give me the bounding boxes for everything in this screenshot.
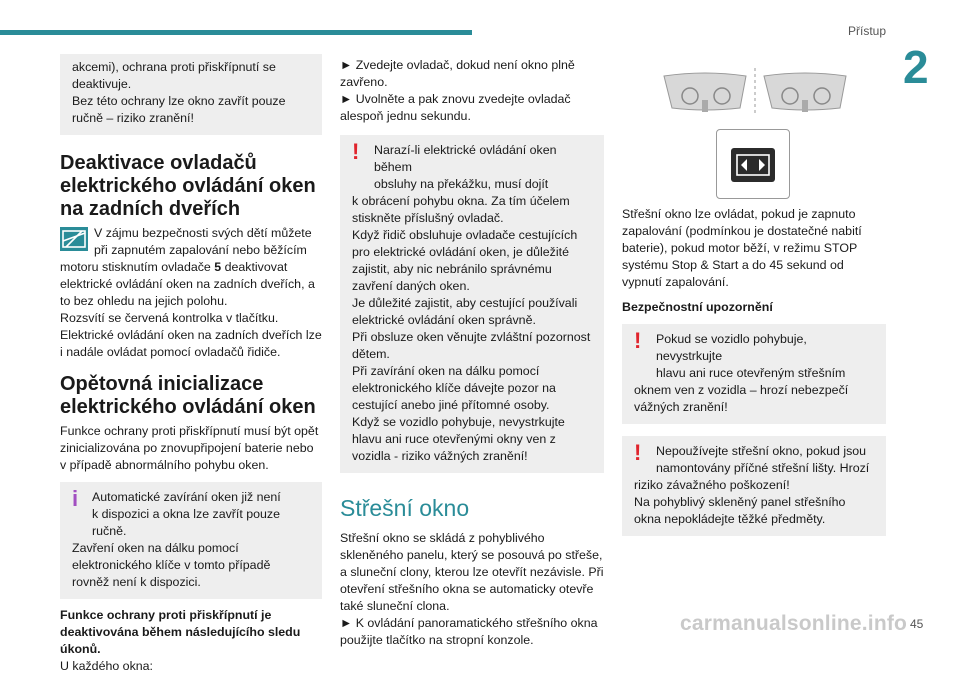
window-lock-icon — [60, 227, 88, 251]
warning-text: namontovány příčné střešní lišty. Hrozí — [656, 461, 870, 475]
info-text: Zavření oken na dálku pomocí elektronického klíče v tomto případě rovněž není k dispozici. — [72, 541, 271, 589]
reinit-paragraph: Funkce ochrany proti přiskřípnutí musí být opět zinicializována po znovupřipojení baterie nebo v případě abnormálního pohybu oken. — [60, 424, 319, 472]
box-text: akcemi), ochrana proti přiskřípnutí se deaktivuje. — [72, 60, 276, 91]
text-line: Rozsvítí se červená kontrolka v tlačítku. — [60, 311, 279, 325]
warning-box — [622, 324, 886, 424]
warning-text: Na pohyblivý skleněný panel střešního okna nepokládejte těžké předměty. — [634, 495, 846, 526]
sunroof-button-illustration — [716, 129, 790, 199]
column-right — [622, 206, 886, 536]
info-box — [60, 482, 322, 599]
warning-text: Pokud se vozidlo pohybuje, nevystrkujte — [656, 332, 807, 363]
sunroof-button-icon — [717, 130, 789, 198]
warning-text: Při obsluze oken věnujte zvláštní pozornost dětem. — [352, 330, 591, 361]
step-text: ► Uvolněte a pak znovu zvedejte ovladač alespoň jednu sekundu. — [340, 92, 571, 123]
bold-note: Funkce ochrany proti přiskřípnutí je deaktivována během následujícího sledu úkonů. — [60, 608, 301, 656]
warning-text: Narazí-li elektrické ovládání oken během — [374, 143, 557, 174]
warning-text: Nepoužívejte střešní okno, pokud jsou — [656, 444, 867, 458]
warning-box — [622, 436, 886, 536]
warning-text: riziko závažného poškození! — [634, 478, 790, 492]
sunroof-paragraph: Střešní okno se skládá z pohyblivého skleněného panelu, který se posouvá po střeše, a sluneční clony, kterou lze otevřít nezávisle. Při otevření střešního okna se automaticky otevře také sluneční clona. — [340, 531, 604, 613]
page-number: 45 — [910, 617, 924, 631]
roof-console-icon — [660, 66, 850, 116]
deactivation-paragraph — [60, 225, 322, 361]
heading-sunroof: Střešní okno — [340, 495, 470, 521]
each-window-text: U každého okna: — [60, 659, 153, 673]
warning-text: obsluhy na překážku, musí dojít — [374, 177, 549, 191]
warning-text: Při zavírání oken na dálku pomocí elektronického klíče dávejte pozor na cestující anebo jiné přítomné osoby. — [352, 364, 556, 412]
warning-icon: ! — [352, 139, 360, 164]
warning-text: Když se vozidlo pohybuje, nevystrkujte hlavu ani ruce otevřenými okny ven z vozidla - riziko vážných zranění! — [352, 415, 565, 463]
continued-warning-box — [60, 54, 322, 135]
watermark: carmanualsonline.info — [680, 612, 908, 635]
heading-deactivation: Deaktivace ovladačů elektrického ovládání oken na zadních dveřích — [60, 152, 316, 220]
info-text: k dispozici a okna lze zavřít pouze ručně. — [92, 507, 281, 538]
roof-console-illustration — [660, 66, 850, 116]
text-line: při zapnutém zapalování nebo běžícím — [94, 243, 307, 257]
warning-box — [340, 135, 604, 473]
warning-text: hlavu ani ruce otevřeným střešním — [656, 366, 846, 380]
text-line: V zájmu bezpečnosti svých dětí můžete — [94, 226, 312, 240]
heading-reinit: Opětovná inicializace elektrického ovládání oken — [60, 373, 316, 418]
text-line: motoru stisknutím ovladače 5 deaktivovat elektrické ovládání oken na zadních dveřích, a to bez ohledu na jejich polohu. — [60, 260, 315, 308]
step-text: ► Zvedejte ovladač, dokud není okno plně zavřeno. — [340, 58, 575, 89]
text-line: Elektrické ovládání oken na zadních dveřích lze i nadále ovládat pomocí ovladačů řidiče. — [60, 328, 322, 359]
chapter-number: 2 — [903, 41, 929, 93]
header-bar — [0, 30, 472, 35]
info-text: Automatické zavírání oken již není — [92, 490, 281, 504]
warning-icon: ! — [634, 328, 642, 353]
warning-text: oknem ven z vozidla – hrozí nebezpečí vážných zranění! — [634, 383, 849, 414]
warning-text: Je důležité zajistit, aby cestující používali elektrické ovládání oken správně. — [352, 296, 578, 327]
heading-safety: Bezpečnostní upozornění — [622, 300, 773, 314]
warning-icon: ! — [634, 440, 642, 465]
sunroof-conditions: Střešní okno lze ovládat, pokud je zapnuto zapalování (podmínkou je dostatečné nabití baterie), pokud motor běží, v režimu STOP systému Stop & Start a do 45 sekund od vypnutí zapalování. — [622, 207, 862, 289]
column-left — [60, 54, 322, 675]
warning-text: Když řidič obsluhuje ovladače cestujících pro elektrické ovládání oken, je důležité zajistit, aby nic nebránilo správnému zavření daných oken. — [352, 228, 578, 293]
box-text: Bez této ochrany lze okno zavřít pouze ručně – riziko zranění! — [72, 94, 286, 125]
sunroof-step: ► K ovládání panoramatického střešního okna použijte tlačítko na stropní konzole. — [340, 616, 598, 647]
info-icon: i — [72, 486, 79, 511]
warning-text: k obrácení pohybu okna. Za tím účelem stiskněte příslušný ovladač. — [352, 194, 570, 225]
column-middle — [340, 57, 604, 649]
section-title: Přístup — [848, 24, 887, 38]
